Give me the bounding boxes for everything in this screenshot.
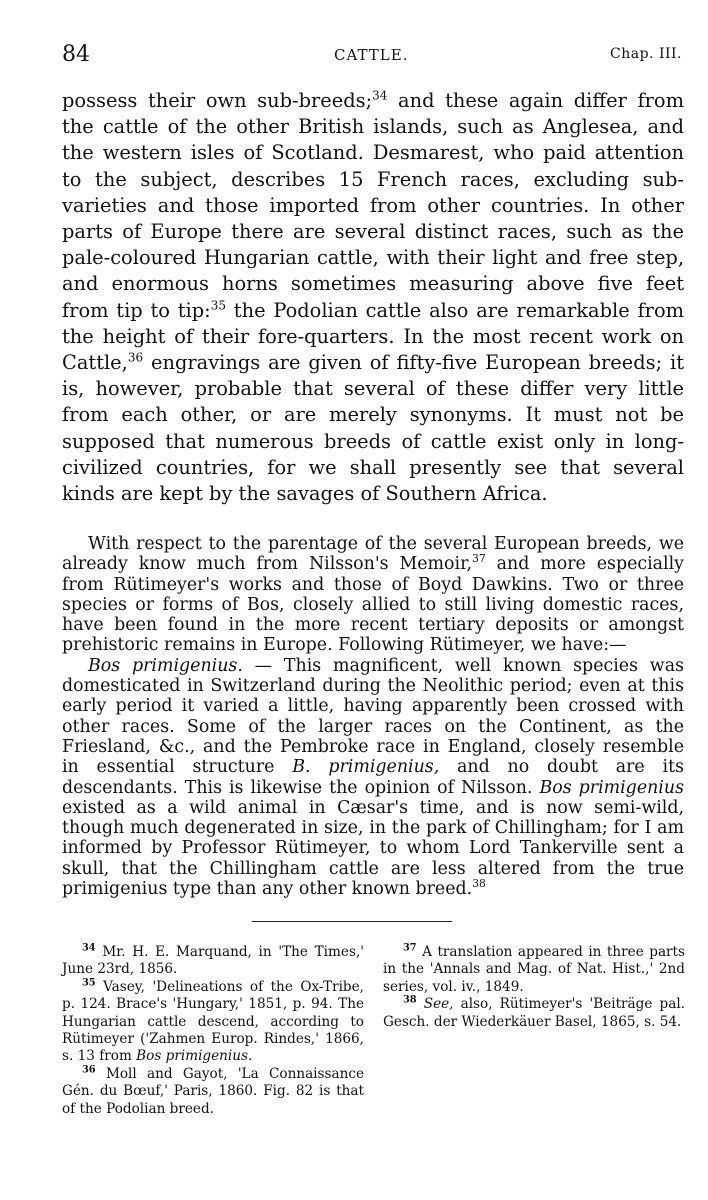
footnote-divider (252, 921, 452, 922)
footnote-36: $^{36}$ Moll and Gayot, 'La Connaissance Gén. du Bœuf,' Paris, 1860. Fig. 82 is that of the Podolian breed. (62, 1064, 365, 1117)
footnote-ref-36: 36 (127, 350, 144, 365)
footnote-ref-34: 34 (372, 88, 388, 103)
footnotes-left-column (62, 944, 364, 1118)
small-print-section (62, 534, 684, 899)
species-heading: Bos primigenius. (88, 655, 243, 676)
bos-primigenius-paragraph: Bos primigenius. — This magnificent, well known species was domesticated in Switzerland during the Neolithic period; even at this early period it varied a little, having apparently been crossed with other races. Some of the larger races on the Continent, as the Friesland, &c., and the Pembroke race in England, closely resemble in essential structure B. primigenius, and no doubt are its descendants. This is likewise the opinion of Nilsson. Bos primigenius existed as a wild animal in Cæsar's time, and is now semi-wild, though much degenerated in size, in the park of Chillingham; for I am informed by Professor Rütimeyer, to whom Lord Tankerville sent a skull, that the Chillingham cattle are less altered from the true primigenius type than any other known breed.$^{38}$ (62, 655, 684, 900)
page-number: 84 (62, 42, 90, 67)
chapter-label: Chap. III. (610, 46, 682, 62)
footnotes-right-column (383, 944, 685, 1031)
footnote-37: $^{37}$ A translation appeared in three parts in the 'Annals and Mag. of Nat. Hist.,' 2nd series, vol. iv., 1849. (383, 942, 685, 995)
main-paragraph: possess their own sub-breeds;$^{34}$ and these again differ from the cattle of the other British islands, such as Anglesea, and the western isles of Scotland. Desmarest, who paid attention to the subject, describes 15 French races, excluding sub-varieties and those imported from other countries. In other parts of Europe there are several distinct races, such as the pale-coloured Hungarian cattle, with their light and free step, and enormous horns sometimes measuring above five feet from tip to tip:$^{35}$ the Podolian cattle also are remarkable from the height of their fore-quarters. In the most recent work on Cattle,$^{36}$ engravings are given of fifty-five European breeds; it is, however, probable that several of these differ very little from each other, or are merely synonyms. It must not be supposed that numerous breeds of cattle exist only in long-civilized countries, for we shall presently see that several kinds are kept by the savages of Southern Africa. (62, 88, 685, 506)
footnote-35: $^{35}$ Vasey, 'Delineations of the Ox-Tribe, p. 124. Brace's 'Hungary,' 1851, p. 94. The Hungarian cattle descend, according to Rütimeyer ('Zahmen Europ. Rindes,' 1866, s. 13 from Bos primigenius. (62, 977, 364, 1065)
footnote-ref-37: 37 (472, 552, 486, 566)
running-title: CATTLE. (334, 46, 409, 64)
footnote-ref-35: 35 (210, 298, 226, 313)
footnote-34: $^{34}$ Mr. H. E. Marquand, in 'The Times,' June 23rd, 1856. (62, 942, 364, 978)
parentage-paragraph: With respect to the parentage of the several European breeds, we already know much from Nilsson's Memoir,$^{37}$ and more especially from Rütimeyer's works and those of Boyd Dawkins. Two or three species or forms of Bos, closely allied to still living domestic races, have been found in the more recent tertiary deposits or amongst prehistoric remains in Europe. Following Rütimeyer, we have:— (62, 534, 684, 656)
footnote-ref-38: 38 (472, 877, 486, 891)
footnote-38: $^{38}$ See, also, Rütimeyer's 'Beiträge pal. Gesch. der Wiederkäuer Basel, 1865, s. 54. (383, 994, 685, 1030)
main-text (62, 88, 684, 507)
running-header (62, 42, 682, 72)
